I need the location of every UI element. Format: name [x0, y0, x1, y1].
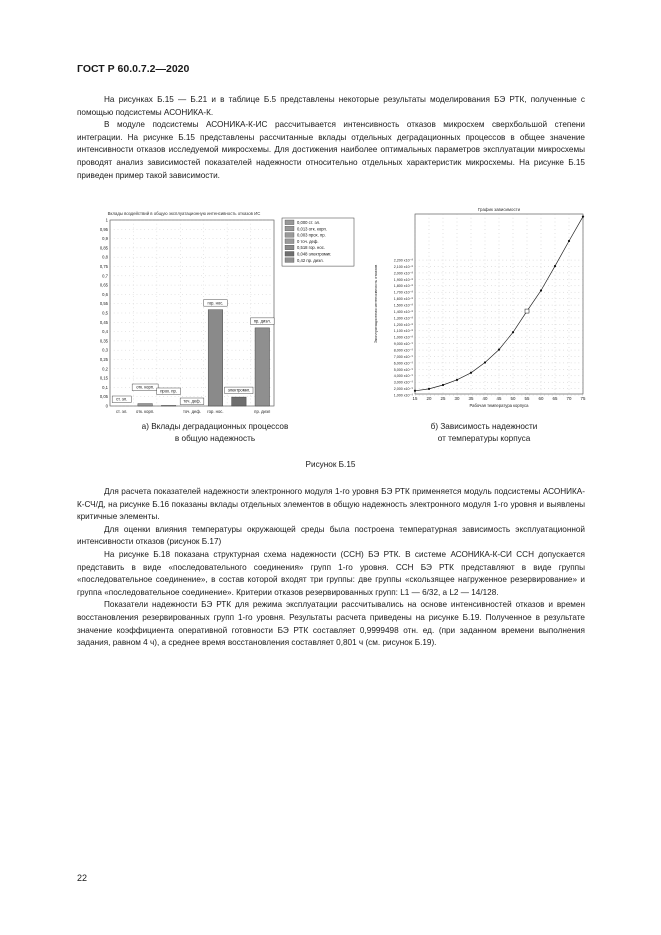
- y-tick-label: 9,000 x10⁻⁹: [393, 342, 413, 347]
- y-tick-label: 1,000 x10⁻⁹: [393, 393, 413, 398]
- y-tick-label: 1,700 x10⁻⁸: [393, 290, 413, 295]
- chart-title: Вклады воздействий в общую эксплуатационную интенсивность отказов ИС: [107, 211, 261, 216]
- x-axis-label: Рабочая температура корпуса: [469, 403, 529, 408]
- y-tick-label: 0,5: [102, 310, 108, 316]
- bar-chart: [84, 206, 358, 420]
- data-point: [554, 265, 556, 267]
- x-tick-label: 25: [440, 396, 446, 401]
- y-tick-label: 0: [105, 403, 108, 409]
- paragraph: Для расчета показателей надежности электронного модуля 1-го уровня БЭ РТК применяется модуль подсистемы АСОНИКА-К-СЧ/Д, на рисунке Б.16 показаны вклады отдельных элементов в общую надежность электронного модуля 1-го уровня и выявлены критичные элементы.: [77, 487, 585, 522]
- y-tick-label: 6,000 x10⁻⁹: [393, 361, 413, 366]
- y-tick-label: 0,3: [102, 347, 108, 353]
- legend-label: 0,000 ст. эл.: [297, 220, 321, 225]
- y-tick-label: 0,25: [99, 357, 108, 362]
- paragraph: На рисунке Б.18 показана структурная схема надежности (ССН) БЭ РТК. В системе АСОНИКА-К-СИ ССН допускается представить в виде «последовательного соединения» групп 1-го уровня. ССН БЭ РТК представляют в виде группы «последовательное соединение», в состав которой входят три группы: две группы «скользящее нагруженное резервирование» и группа «последовательное соединение». Критерии отказов резервированных групп: L1 — 6/32, а L2 — 14/128.: [77, 549, 585, 597]
- y-tick-label: 1,800 x10⁻⁸: [393, 284, 413, 289]
- data-point: [442, 384, 444, 386]
- y-tick-label: 0,75: [99, 264, 108, 269]
- page-number: 22: [77, 873, 88, 883]
- data-point: [484, 361, 486, 363]
- bar: [232, 397, 247, 406]
- y-tick-label: 0,1: [102, 384, 108, 390]
- legend-swatch: [285, 220, 294, 225]
- bar-label: прох. пр.: [160, 388, 177, 394]
- figure-a: [84, 206, 358, 425]
- paragraph: На рисунках Б.15 — Б.21 и в таблице Б.5 представлены некоторые результаты моделирования БЭ РТК, полученные с помощью подсистемы АСОНИКА-К.: [77, 95, 585, 117]
- y-tick-label: 1,300 x10⁻⁸: [393, 316, 413, 321]
- y-tick-label: 1,600 x10⁻⁸: [393, 297, 413, 302]
- y-tick-label: 2,200 x10⁻⁸: [393, 258, 413, 263]
- x-tick-label: 50: [510, 396, 516, 401]
- paragraph: В модуле подсистемы АСОНИКА-К-ИС рассчитывается интенсивность отказов микросхем сверхбольшой степени интеграции. На рисунке Б.15 представлены рассчитанные вклады отдельных деградационных процессов в общее значение интенсивности отказов исследуемой микросхемы. Для достижения наиболее оптимальных параметров эксплуатации микросхемы проводят анализ зависимостей показателей надежности относительно отдельных характеристик микросхемы. На рисунке Б.15 приведен пример такой зависимости.: [77, 120, 585, 180]
- data-point-highlight: [525, 309, 529, 313]
- y-tick-label: 0,7: [102, 273, 108, 279]
- document-header: ГОСТ Р 60.0.7.2—2020: [77, 63, 190, 75]
- y-tick-label: 1,200 x10⁻⁸: [393, 322, 413, 327]
- legend-label: 0,048 электромиг.: [297, 251, 332, 257]
- y-tick-label: 4,000 x10⁻⁹: [393, 374, 413, 379]
- y-tick-label: 1,100 x10⁻⁸: [393, 329, 413, 334]
- y-tick-label: 1,000 x10⁻⁸: [393, 335, 413, 340]
- legend-swatch: [285, 239, 294, 244]
- y-tick-label: 1,900 x10⁻⁸: [393, 277, 413, 282]
- data-point: [456, 379, 458, 381]
- legend-label: 0,42 пр. диэл.: [297, 257, 324, 263]
- bar: [208, 310, 223, 406]
- y-tick-label: 0,45: [99, 319, 108, 325]
- figure-a-caption: а) Вклады деградационных процессов в общую надежность: [141, 422, 289, 443]
- x-tick-label: 65: [552, 396, 558, 401]
- y-tick-label: 0,85: [99, 245, 108, 251]
- data-point: [512, 331, 514, 333]
- y-tick-label: 0,05: [99, 394, 108, 400]
- data-point: [428, 388, 430, 390]
- x-tick-label: гор. нос.: [207, 409, 224, 414]
- y-tick-label: 0,6: [102, 291, 108, 297]
- bar-label: отк. корп.: [136, 384, 155, 390]
- paragraph: Показатели надежности БЭ РТК для режима эксплуатации рассчитывались на основе интенсивностей отказов и времен восстановления резервированных групп 1-го уровня. Результаты расчета приведены на рисунке Б.19. Полученное в результате значение коэффициента оперативной готовности БЭ РТК составляет 0,9999498 отн. ед. (при заданном времени выполнения задания, равном 4 ч), а среднее время восстановления составляет 0,801 ч (см. рисунок Б.19).: [77, 600, 585, 648]
- data-point: [582, 215, 584, 217]
- x-tick-label: 40: [482, 396, 488, 401]
- x-tick-label: пр. диэл: [254, 409, 271, 414]
- y-tick-label: 5,000 x10⁻⁹: [393, 367, 413, 372]
- line-chart: [373, 206, 587, 414]
- y-tick-label: 2,000 x10⁻⁸: [393, 271, 413, 276]
- legend-swatch: [285, 252, 294, 257]
- x-tick-label: 55: [524, 396, 530, 401]
- y-tick-label: 3,000 x10⁻⁹: [393, 380, 413, 385]
- legend-swatch: [285, 233, 294, 238]
- x-tick-label: 45: [496, 396, 502, 401]
- y-tick-label: 8,000 x10⁻⁹: [393, 348, 413, 353]
- paragraph: Для оценки влияния температуры окружающей среды была построена температурная зависимость эксплуатационной интенсивности отказов (рисунок Б.17): [77, 524, 585, 547]
- y-tick-label: 2,100 x10⁻⁸: [393, 264, 413, 269]
- intro-text: [77, 94, 585, 182]
- legend-label: 0 точ. деф.: [297, 238, 319, 244]
- bar: [255, 328, 270, 406]
- x-tick-label: 15: [412, 396, 418, 401]
- figure-b: [373, 206, 587, 419]
- x-tick-label: 60: [538, 396, 544, 401]
- data-point: [470, 372, 472, 374]
- data-point: [414, 390, 416, 392]
- legend-label: 0,003 прох. пр.: [297, 232, 326, 238]
- data-point: [568, 240, 570, 242]
- data-point: [540, 289, 542, 291]
- legend-swatch: [285, 258, 294, 263]
- x-tick-label: отк. корп.: [135, 409, 155, 414]
- legend-swatch: [285, 245, 294, 250]
- chart-title: График зависимости: [477, 207, 521, 212]
- y-tick-label: 0,8: [102, 254, 108, 260]
- x-tick-label: 70: [566, 396, 572, 401]
- y-tick-label: 0,15: [99, 375, 108, 381]
- x-tick-label: точ. деф.: [183, 409, 201, 414]
- y-tick-label: 0,2: [102, 366, 108, 372]
- x-tick-label: 75: [580, 396, 586, 401]
- bar-label: гор. нос.: [207, 300, 224, 306]
- x-tick-label: 20: [426, 396, 432, 401]
- body-text: [77, 486, 585, 650]
- data-point: [498, 349, 500, 351]
- y-tick-label: 0,35: [99, 338, 108, 344]
- x-tick-label: 35: [468, 396, 474, 401]
- bar-label: пр. диэл.: [253, 318, 271, 324]
- y-tick-label: 0,95: [99, 226, 108, 232]
- y-tick-label: 0,4: [102, 329, 108, 335]
- plot-area: [110, 220, 274, 406]
- y-tick-label: 0,65: [99, 282, 108, 288]
- figure-b-caption: б) Зависимость надежности от температуры корпуса: [430, 422, 538, 443]
- y-tick-label: 1,400 x10⁻⁸: [393, 309, 413, 314]
- legend-swatch: [285, 226, 294, 231]
- y-tick-label: 7,000 x10⁻⁹: [393, 354, 413, 359]
- legend-label: 0,013 отк. корп.: [297, 226, 327, 232]
- figure-title: Рисунок Б.15: [305, 460, 356, 469]
- x-tick-label: ст. эл.: [115, 409, 128, 414]
- y-tick-label: 1,500 x10⁻⁸: [393, 303, 413, 308]
- y-tick-label: 0,9: [102, 236, 108, 242]
- y-tick-label: 2,000 x10⁻⁹: [393, 387, 413, 392]
- bar-label: ст. эл.: [116, 396, 128, 402]
- y-tick-label: 0,55: [99, 301, 108, 307]
- bar-label: электромиг.: [227, 387, 250, 393]
- bar: [138, 404, 153, 406]
- y-tick-label: 1: [105, 217, 108, 223]
- bar-label: точ. деф.: [183, 398, 201, 404]
- bar: [161, 405, 176, 406]
- y-axis-label: Эксплуатационная интенсивность отказов: [373, 264, 378, 344]
- x-tick-label: 30: [454, 396, 460, 401]
- legend-label: 0,518 гор. нос.: [297, 245, 325, 251]
